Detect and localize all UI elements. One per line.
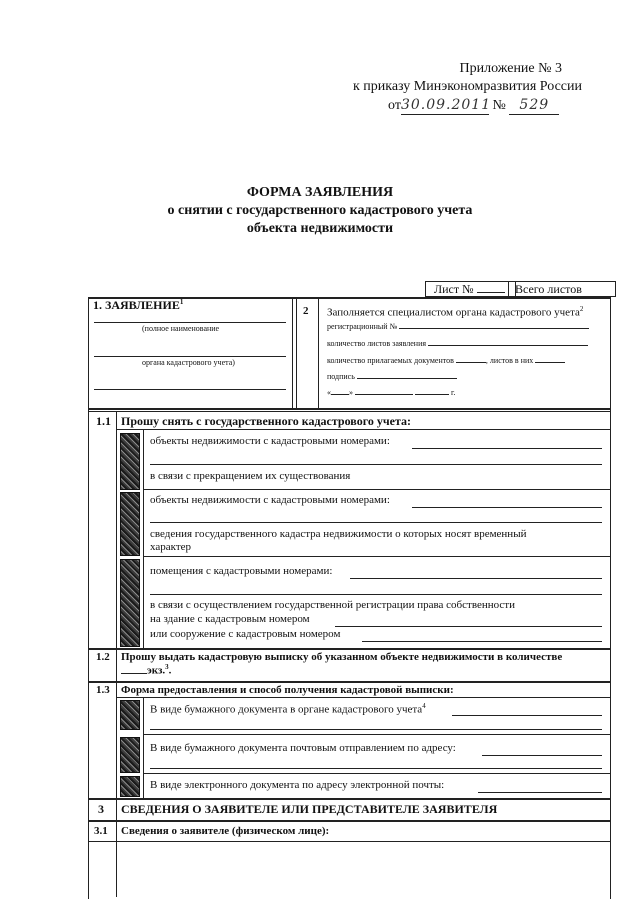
annex-number-label: № [492,98,506,113]
sheet-number-label: Лист № [434,282,474,296]
checkbox-paper-office[interactable] [120,700,140,730]
date-year-suffix: г. [451,388,456,397]
section-1-1-number: 1.1 [96,414,111,428]
delivery-option-1 [150,702,426,716]
section-1-2-footnote: 3 [165,663,169,671]
date-month-field[interactable] [355,394,413,395]
form-subtitle-2: объекта недвижимости [246,221,394,236]
annex-line-1: Приложение № 3 [459,61,562,76]
section-1-3-number: 1.3 [96,684,110,696]
delivery-option-1-text: В виде бумажного документа в органе кадастрового учета [150,703,423,716]
section-1-hint-2: органа кадастрового учета) [142,358,235,367]
section-3-1-title: Сведения о заявителе (физическом лице): [121,825,330,837]
section-1-2-text [121,651,606,677]
docs-sheets-field[interactable] [535,362,565,363]
form-subtitle-1: о снятии с государственного кадастрового учета [167,203,473,218]
reg-number-row [327,322,589,331]
section-1-2-dot: . [168,664,172,677]
docs-sheets-label: , листов в них [485,356,534,365]
section-3-number: 3 [98,802,104,816]
checkbox-existence-ceased[interactable] [120,433,140,490]
annex-number-handwritten: 529 [509,96,559,115]
copies-count-field[interactable] [121,673,147,674]
section-1-title-text: 1. ЗАЯВЛЕНИЕ [93,298,180,312]
docs-count-label: количество прилагаемых документов [327,356,454,365]
section-3-title: СВЕДЕНИЯ О ЗАЯВИТЕЛЕ ИЛИ ПРЕДСТАВИТЕЛЕ ЗАЯВИТЕЛЯ [121,802,498,816]
section-2-footnote: 2 [579,305,584,313]
form-title: ФОРМА ЗАЯВЛЕНИЯ [246,185,394,200]
signature-field[interactable] [357,378,457,379]
reg-number-field[interactable] [399,328,589,329]
section-3-1-number: 3.1 [94,825,108,837]
section-2-title [327,305,583,319]
annex-line-2: к приказу Минэкономразвития России [352,79,582,94]
date-quote-open: « [327,388,331,397]
option-2-reason-line-1: сведения государственного кадастра недвижимости о которых носят временный [150,528,527,540]
total-sheets-box [508,281,616,297]
sheets-count-row [327,339,588,348]
option-2-reason-line-2: характер [150,541,192,553]
sheet-number-field[interactable] [477,292,505,293]
checkbox-electronic-email[interactable] [120,776,140,797]
section-2-number: 2 [303,305,309,317]
section-1-title [93,298,183,313]
section-1-2-text-b: экз. [147,664,166,677]
option-3-text: помещения с кадастровыми номерами: [150,565,333,577]
option-2-text: объекты недвижимости с кадастровыми номерами: [150,494,390,506]
delivery-option-2: В виде бумажного документа почтовым отправлением по адресу: [150,742,456,754]
section-1-2-number: 1.2 [96,651,110,663]
reg-number-label: регистрационный № [327,322,398,331]
sheets-count-label: количество листов заявления [327,339,427,348]
date-row [327,388,455,397]
checkbox-paper-mail[interactable] [120,737,140,773]
annex-from-label: от [388,98,401,113]
checkbox-premises-registration[interactable] [120,559,140,647]
option-3-reason-line-2: на здание с кадастровым номером [150,613,310,625]
signature-label: подпись [327,372,355,381]
delivery-option-1-footnote: 4 [422,702,426,710]
date-day-field[interactable] [331,394,349,395]
delivery-option-3: В виде электронного документа по адресу электронной почты: [150,779,445,791]
checkbox-temporary-records[interactable] [120,492,140,556]
section-1-2-text-a: Прошу выдать кадастровую выписку об указанном объекте недвижимости в количестве [121,651,563,663]
docs-count-row [327,356,565,365]
section-1-3-title: Форма предоставления и способ получения кадастровой выписки: [121,684,454,696]
annex-date-handwritten: 30.09.2011 [400,97,492,113]
total-sheets-label: Всего листов [515,282,582,296]
section-1-1-title: Прошу снять с государственного кадастрового учета: [121,414,411,428]
sheet-number-box [425,281,516,297]
date-year-field[interactable] [415,394,449,395]
option-1-text: объекты недвижимости с кадастровыми номерами: [150,435,390,447]
date-quote-close: » [349,388,353,397]
section-1-footnote: 1 [179,298,184,306]
section-2-title-text: Заполняется специалистом органа кадастрового учета [327,306,580,319]
signature-row [327,372,457,381]
option-1-reason: в связи с прекращением их существования [150,470,351,482]
docs-count-field[interactable] [456,362,486,363]
sheets-count-field[interactable] [428,345,588,346]
section-1-hint-1: (полное наименование [142,324,220,333]
option-3-reason-line-1: в связи с осуществлением государственной регистрации права собственности [150,599,515,611]
annex-date-row [388,96,559,115]
option-3-reason-line-3: или сооружение с кадастровым номером [150,628,341,640]
